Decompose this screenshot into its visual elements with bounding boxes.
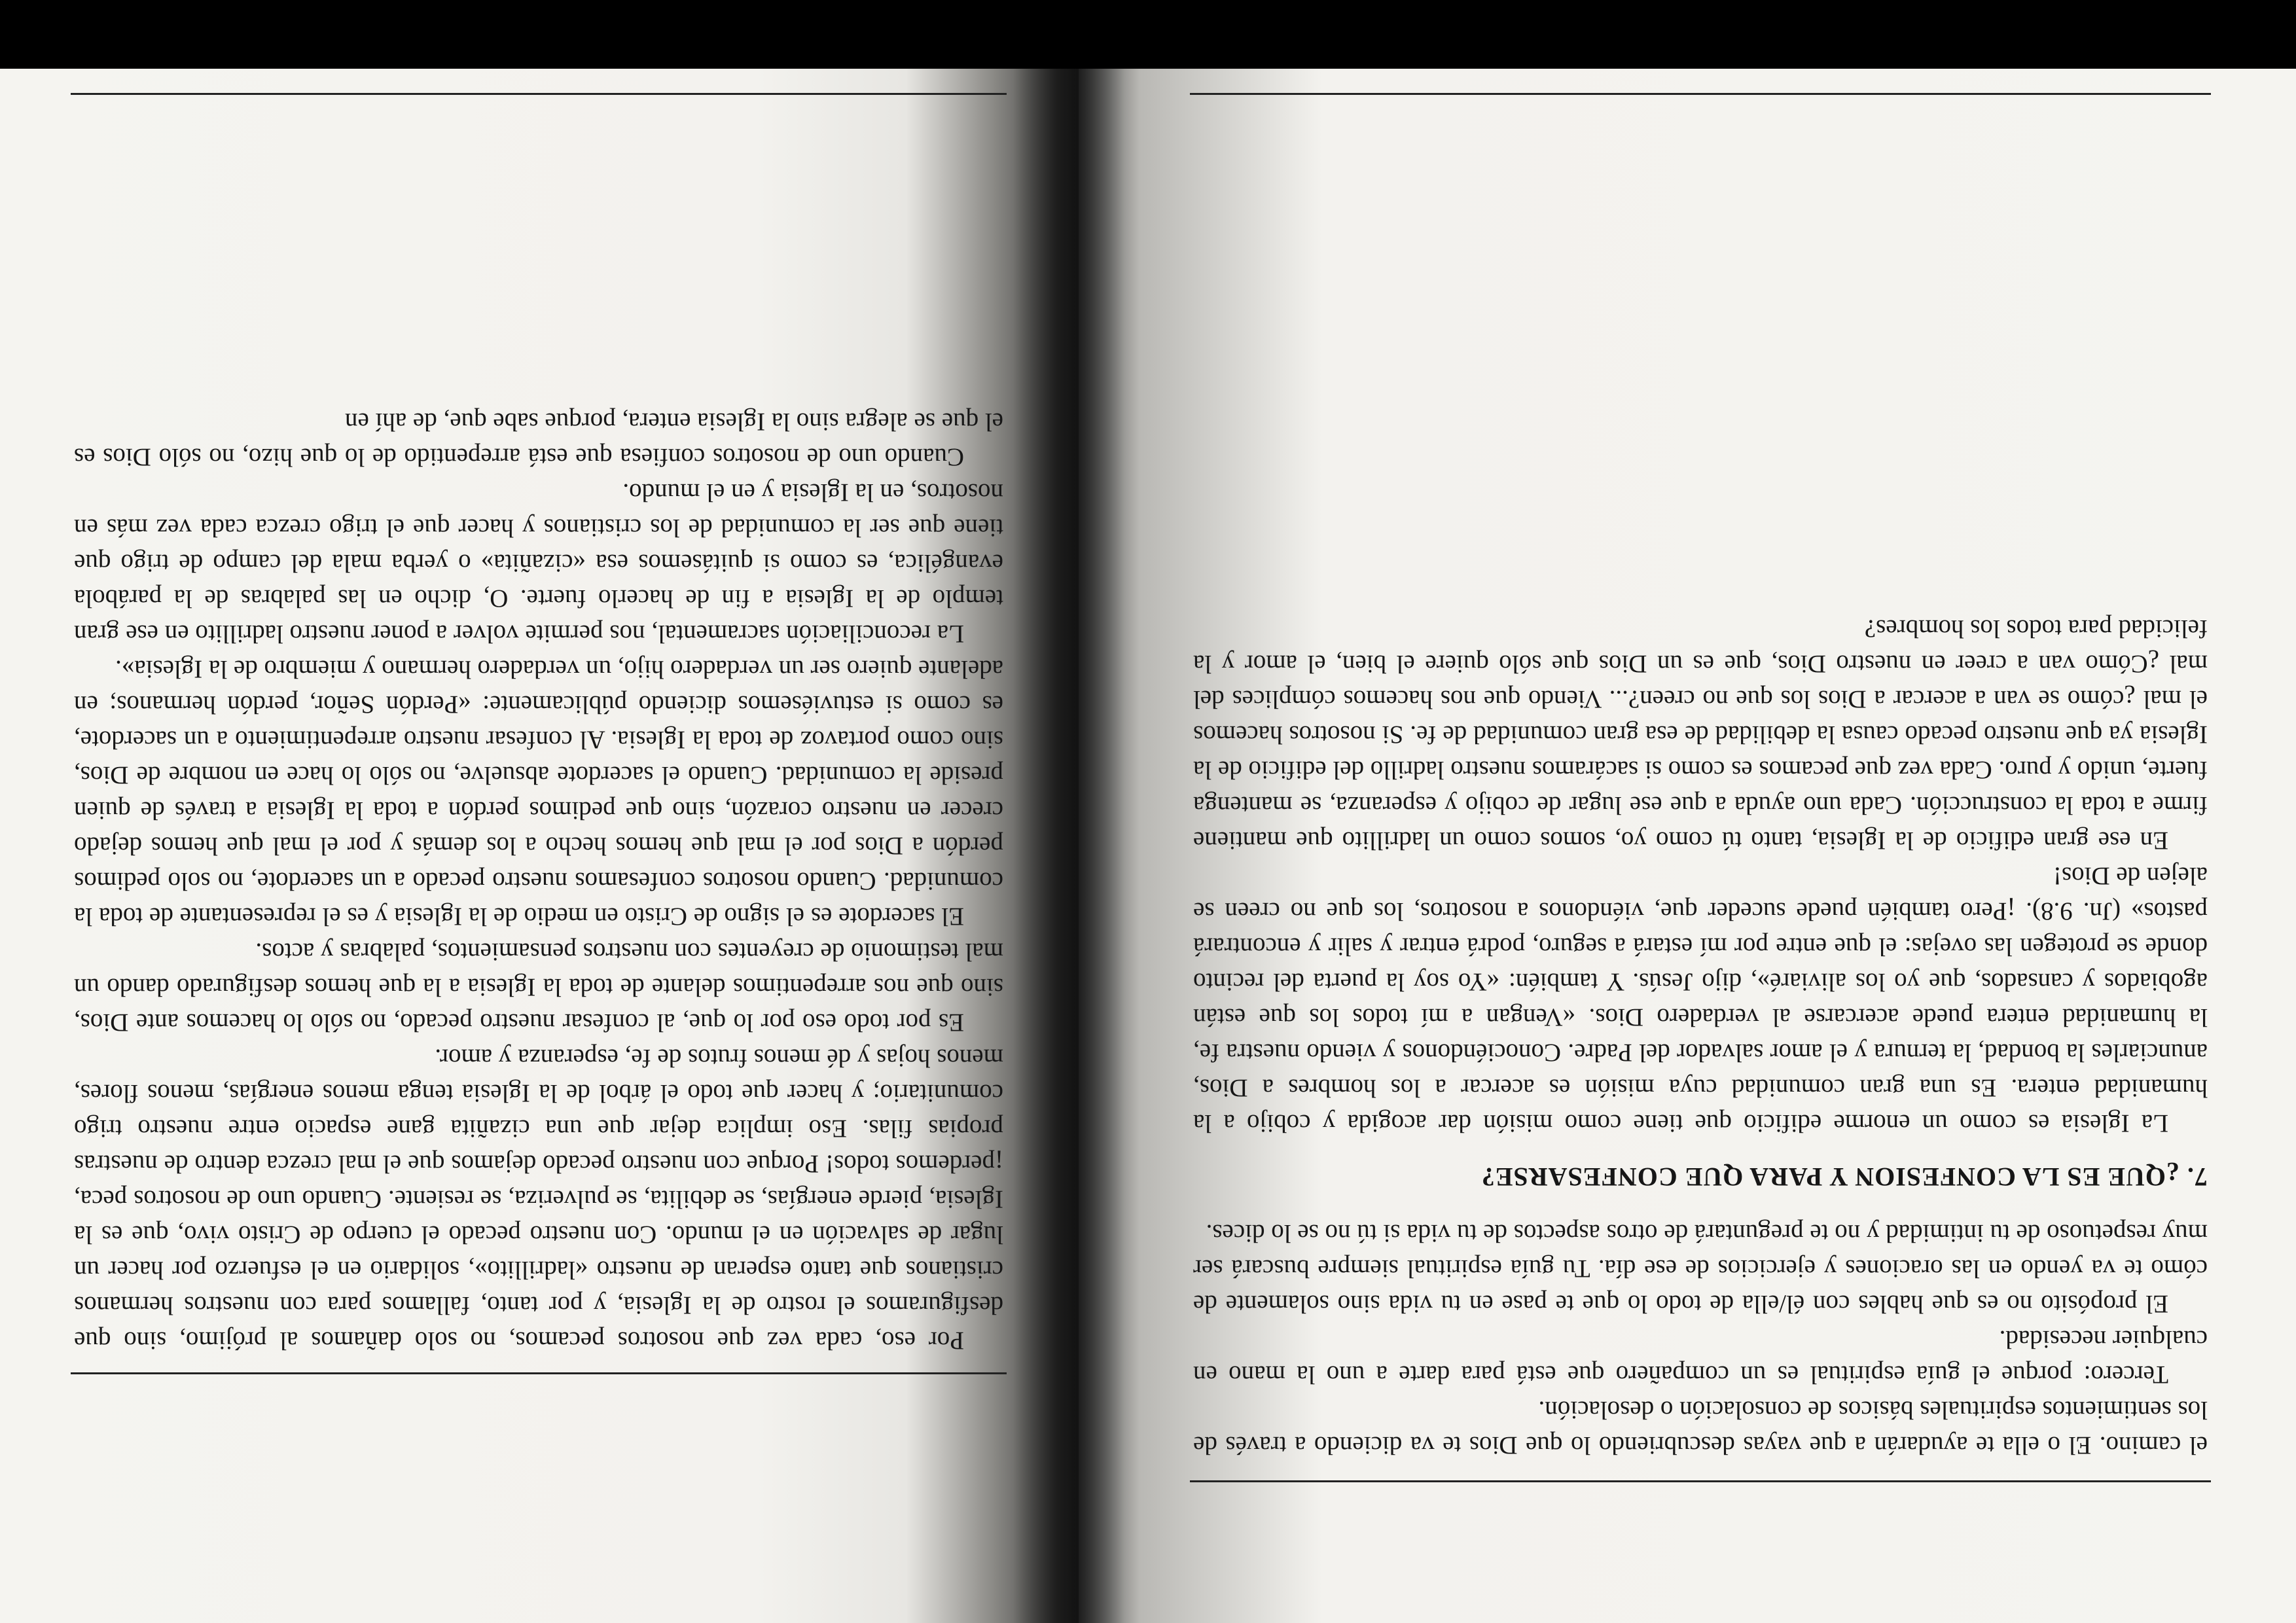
footer-rule [71, 1372, 1007, 1374]
paragraph: En ese gran edificio de la Iglesia, tanto tú como yo, somos como un ladrillito que mantiene firme a toda la construcción. Cada uno ayuda a que ese lugar de cobijo y esperanza, se mantenga fuerte, unido y puro. Cada vez que pecamos es como si sacáramos nuestro ladrillo del edificio de la Iglesia ya que nuestro pecado causa la debilidad de esa gran comunidad de fe. Si nosotros hacemos el mal ¿cómo se van a acercar a Dios los que no creen?... Viendo que nos hacemos cómplices del mal ¿Cómo van a creer en nuestro Dios, que es un Dios que sólo quiere el bien, el amor y la felicidad para todos los hombres? [1193, 615, 2208, 855]
paragraph: La Iglesia es como un enorme edificio que tiene como misión dar acogida y cobijo a la humanidad entera. Es una gran comunidad cuya misión es acercar a los hombres a Dios, anunciarles la bondad, la ternura y el amor salvador del Padre. Conociéndonos y viendo nuestra fe, la humanidad entera puede acercarse al verdadero Dios. «Vengan a mí todos los que están agobiados y cansados, que yo los aliviaré», dijo Jesús. Y también: «Yo soy la puerta del recinto donde se protegen las ovejas: el que entre por mí estará a seguro, podrá entrar y salir y encontrará pastos» (Jn. 9.8). ¡Pero también puede suceder que, viéndonos a nosotros, los que no creen se alejen de Dios! [1193, 862, 2208, 1137]
paragraph: El propósito no es que hables con él/ella de todo lo que te pase en tu vida sino solamente de cómo te va yendo en las oraciones y ejercicios de ese día. Tu guía espiritual siempre buscará ser muy respetuoso de tu intimidad y no te preguntará de otros aspectos de tu vida si tú no se lo dices. [1193, 1219, 2208, 1318]
paragraph: el camino. El o ella te ayudarán a que vayas descubriendo lo que Dios te va diciendo a través de los sentimientos espirituales básicos de consolación o desolación. [1193, 1396, 2208, 1459]
header-rule [71, 93, 1007, 95]
page-89 [0, 52, 1079, 1623]
paragraph: Tercero: porque el guía espiritual es un compañero que está para darte a uno la mano en cualquier necesidad. [1193, 1325, 2208, 1389]
header-rule [1190, 93, 2211, 95]
page-88-body [1193, 611, 2208, 1463]
page-89-body [74, 404, 1003, 1358]
scanner-edge [0, 0, 2296, 69]
paragraph: La reconciliación sacramental, nos permite volver a poner nuestro ladrillito en ese gran templo de la Iglesia a fin de hacerlo fuerte. O, dicho en las palabras de la parábola evangélica, es como si quitásemos esa «cizañita» o yerba mala del campo de trigo que tiene que ser la comunidad de los cristianos y hacer que el trigo crezca cada vez más en nosotros, en la Iglesia y en el mundo. [74, 478, 1003, 648]
paragraph: Cuando uno de nosotros confiesa que está arrepentido de lo que hizo, no sólo Dios es el que se alegra sino la Iglesia entera, porque sabe que, de ahí en [74, 408, 1003, 471]
paragraph: Es por todo eso por lo que, al confesar nuestro pecado, no sólo lo hacemos ante Dios, sino que nos arrepentimos delante de toda la Iglesia a la que hemos desfigurado dando un mal testimonio de creyentes con nuestros pensamientos, palabras y actos. [74, 938, 1003, 1037]
paragraph: Por eso, cada vez que nosotros pecamos, no solo dañamos al prójimo, sino que desfiguramos el rostro de la Iglesia, y por tanto, fallamos para con nuestros hermanos cristianos que tanto esperan de nuestro «ladrillito», solidario en el esfuerzo por hacer un lugar de salvación en el mundo. Con nuestro pecado el cuerpo de Cristo vivo, que es la Iglesia, pierde energías, se debilita, se pulveriza, se resiente. Cuando uno de nosotros peca, ¡perdemos todos! Porque con nuestro pecado dejamos que el mal crezca dentro de nuestras propias filas. Eso implica dejar que una cizañita gane espacio entre nuestro trigo comunitario; y hacer que todo el árbol de la Iglesia tenga menos energías, menos flores, menos hojas y dé menos frutos de fe, esperanza y amor. [74, 1044, 1003, 1355]
paragraph: El sacerdote es el signo de Cristo en medio de la Iglesia y es el representante de toda la comunidad. Cuando nosotros confesamos nuestro pecado a un sacerdote, no solo pedimos perdón a Dios por el mal que hemos hecho a los demás y por el mal que hemos dejado crecer en nuestro corazón, sino que pedimos perdón a toda la Iglesia a través de quien preside la comunidad. Cuando el sacerdote absuelve, no sólo lo hace en nombre de Dios, sino como portavoz de toda la Iglesia. Al confesar nuestro arrepentimiento a un sacerdote, es como si estuviésemos diciendo públicamente: «Perdón Señor, perdón hermanos; en adelante quiero ser un verdadero hijo, un verdadero hermano y miembro de la Iglesia». [74, 655, 1003, 931]
page-88 [1079, 52, 2296, 1623]
footer-rule [1190, 1480, 2211, 1482]
section-heading: 7. ¿QUE ES LA CONFESION Y PARA QUE CONFESARSE? [1480, 1162, 2208, 1192]
